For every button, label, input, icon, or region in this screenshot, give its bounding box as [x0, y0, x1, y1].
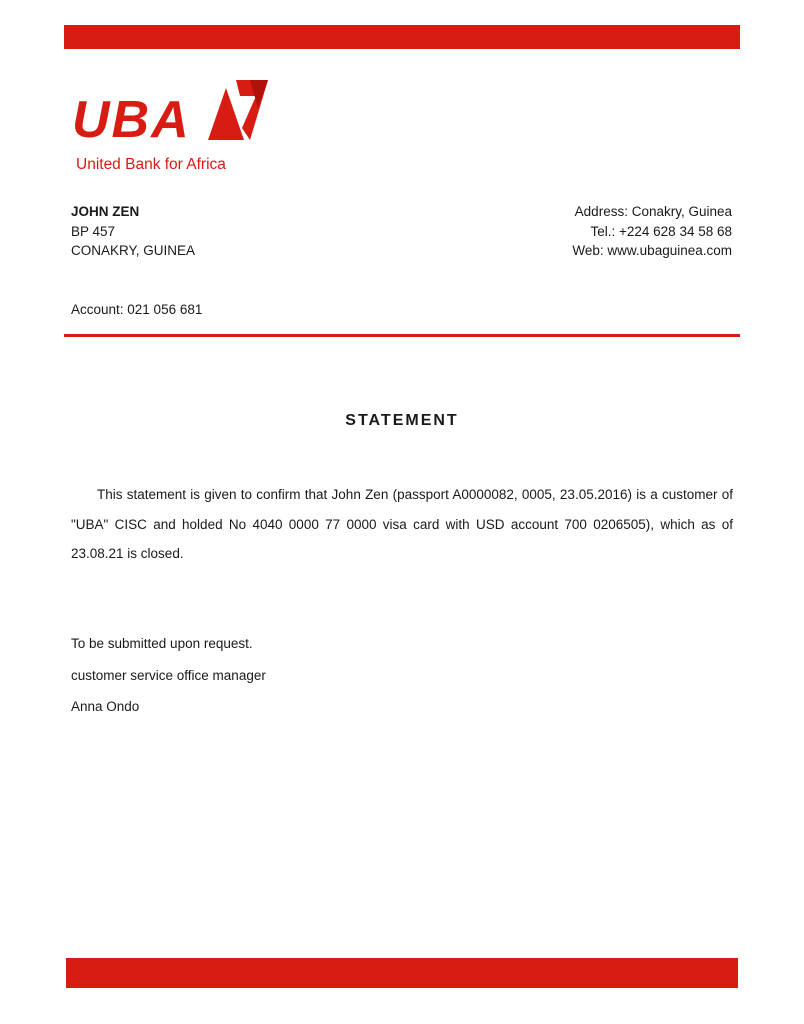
uba-logo [70, 78, 270, 176]
statement-text: This statement is given to confirm that John Zen (passport A0000082, 0005, 23.05.2016) is a customer of "UBA" CISC and holded No 4040 0000 77 0000 visa card with USD account 700 0206505), which as of 23.08.21 is closed. [71, 487, 733, 561]
recipient-address [71, 202, 195, 261]
recipient-name: JOHN ZEN [71, 204, 140, 219]
document-title: STATEMENT [345, 412, 459, 429]
recipient-city: CONAKRY, GUINEA [71, 243, 196, 258]
account-number: Account: 021 056 681 [71, 302, 203, 317]
logo-wordmark: UBA [72, 91, 191, 149]
closing-line: To be submitted upon request. [71, 636, 253, 651]
signatory-name: Anna Ondo [71, 699, 140, 714]
statement-body [71, 480, 733, 569]
logo-subtitle: United Bank for Africa [76, 156, 226, 173]
bank-address: Address: Conakry, Guinea [574, 204, 732, 219]
closing-block [71, 628, 266, 723]
bank-web: Web: www.ubaguinea.com [572, 243, 732, 258]
logo-mark-icon [206, 78, 268, 148]
bank-phone: Tel.: +224 628 34 58 68 [590, 223, 732, 239]
bank-contact [572, 202, 732, 261]
header-divider [64, 334, 740, 337]
header-bar [64, 25, 740, 49]
signatory-title: customer service office manager [71, 667, 266, 683]
footer-bar [66, 958, 738, 988]
recipient-po-box: BP 457 [71, 223, 116, 239]
